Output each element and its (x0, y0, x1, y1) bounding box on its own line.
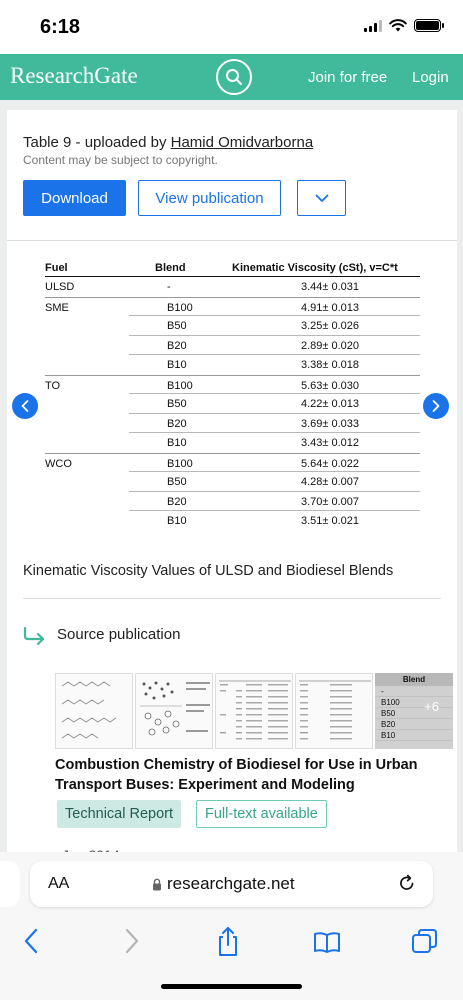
share-icon (214, 926, 242, 958)
join-link[interactable]: Join for free (308, 69, 388, 86)
table-cell-fuel: WCO (45, 457, 72, 470)
wifi-icon (389, 19, 407, 32)
table-row (45, 355, 420, 375)
table-cell-blend: B20 (167, 495, 187, 508)
table-cell-viscosity: 3.43± 0.012 (301, 437, 360, 449)
status-icons (364, 19, 441, 32)
table-cell-blend: B100 (167, 457, 193, 470)
fulltext-available-tag[interactable]: Full-text available (196, 800, 327, 828)
table-cell-viscosity: 4.91± 0.013 (301, 301, 360, 314)
figure-thumbnail[interactable] (215, 673, 293, 749)
figure-title (23, 134, 313, 151)
search-icon (225, 68, 243, 86)
browser-address-bar (0, 852, 463, 918)
tabs-button[interactable] (410, 926, 440, 961)
table-row (45, 394, 420, 414)
table-cell-blend: B10 (167, 515, 187, 527)
viscosity-table (45, 260, 420, 531)
reader-options-button[interactable]: AA (48, 875, 70, 892)
table-row (45, 453, 420, 473)
table-cell-blend: - (167, 281, 171, 293)
table-row (45, 492, 420, 512)
bookmarks-icon (312, 926, 342, 956)
author-link[interactable]: Hamid Omidvarborna (170, 134, 314, 151)
table-body (45, 277, 420, 531)
figure-thumbnail[interactable] (135, 673, 213, 749)
table-cell-viscosity: 3.44± 0.031 (301, 281, 360, 293)
page-content (0, 100, 463, 852)
table-thumbnail-image (296, 674, 374, 750)
table-cell-viscosity: 3.25± 0.026 (301, 320, 360, 332)
battery-icon (414, 19, 441, 32)
back-button[interactable] (22, 926, 42, 961)
table-row (45, 336, 420, 356)
browser-toolbar (0, 918, 463, 1000)
publication-title[interactable]: Combustion Chemistry of Biodiesel for Use in Urban Transport Buses: Experiment and Modeling (55, 757, 418, 793)
table-cell-blend: B100 (167, 379, 193, 392)
more-figures-count: +6 (424, 699, 439, 714)
previous-tab-preview[interactable] (0, 861, 20, 907)
table-cell-viscosity: 5.64± 0.022 (301, 457, 360, 470)
figure-thumbnails (55, 673, 453, 749)
chevron-right-icon (432, 400, 440, 412)
view-publication-button[interactable]: View publication (138, 180, 281, 216)
divider (7, 240, 457, 241)
table-cell-blend: B20 (167, 339, 187, 352)
table-cell-blend: B50 (167, 398, 187, 410)
table-cell-blend: B100 (167, 301, 193, 314)
divider (23, 598, 441, 599)
table-header-blend: Blend (155, 262, 186, 274)
table-cell-viscosity: 5.63± 0.030 (301, 379, 360, 392)
table-cell-blend: B10 (167, 359, 187, 371)
copyright-notice: Content may be subject to copyright. (23, 153, 218, 167)
login-link[interactable]: Login (412, 69, 449, 86)
forward-button[interactable] (121, 926, 141, 961)
table-header (45, 260, 420, 277)
source-publication-label: Source publication (57, 626, 181, 643)
site-header (0, 54, 463, 100)
forward-icon (121, 926, 141, 956)
lock-icon (152, 878, 162, 891)
table-row (45, 375, 420, 395)
thumbnail-header: Blend (375, 673, 453, 686)
return-arrow-icon (23, 627, 47, 643)
table-header-fuel: Fuel (45, 262, 68, 274)
source-publication-heading (23, 626, 180, 643)
thumbnail-row: B20 (375, 719, 453, 730)
table-row (45, 297, 420, 317)
publication-type-tag: Technical Report (57, 800, 181, 828)
status-time: 6:18 (40, 16, 81, 38)
reload-icon (397, 873, 417, 893)
table-cell-blend: B20 (167, 417, 187, 430)
table-cell-viscosity: 4.28± 0.007 (301, 476, 360, 488)
combustion-diagram-image (136, 674, 214, 750)
home-indicator (161, 984, 302, 989)
thumbnail-row: - (375, 686, 453, 697)
reload-button[interactable] (397, 873, 417, 898)
table-cell-fuel: ULSD (45, 281, 75, 293)
table-row (45, 277, 420, 297)
previous-figure-button[interactable] (12, 393, 38, 419)
table-cell-viscosity: 3.38± 0.018 (301, 359, 360, 371)
table-cell-blend: B50 (167, 320, 187, 332)
table-row (45, 414, 420, 434)
cellular-signal-icon (364, 19, 382, 32)
figure-thumbnail[interactable] (55, 673, 133, 749)
chevron-left-icon (21, 400, 29, 412)
figure-title-prefix: Table 9 - uploaded by (23, 134, 171, 151)
table-cell-fuel: TO (45, 379, 61, 392)
table-header-viscosity: Kinematic Viscosity (cSt), v=C*t (232, 262, 398, 274)
url-display[interactable] (152, 874, 295, 894)
thumbnail-row: B10 (375, 730, 453, 741)
share-button[interactable] (214, 926, 242, 963)
table-row (45, 472, 420, 492)
table-cell-viscosity: 4.22± 0.013 (301, 398, 360, 410)
table-cell-blend: B10 (167, 437, 187, 449)
site-logo[interactable]: ResearchGate (10, 63, 138, 88)
table-row (45, 316, 420, 336)
table-row (45, 511, 420, 531)
more-figures-thumbnail[interactable] (375, 673, 453, 749)
figure-caption: Kinematic Viscosity Values of ULSD and Biodiesel Blends (23, 563, 394, 579)
chemical-structure-image (56, 674, 134, 750)
figure-card (7, 110, 457, 870)
table-row (45, 433, 420, 453)
table-cell-viscosity: 3.69± 0.033 (301, 417, 360, 430)
table-cell-viscosity: 2.89± 0.020 (301, 339, 360, 352)
url-field[interactable] (30, 861, 433, 907)
table-thumbnail-image (216, 674, 294, 750)
status-bar (0, 0, 463, 54)
table-cell-viscosity: 3.70± 0.007 (301, 495, 360, 508)
tabs-icon (410, 926, 440, 956)
chevron-down-icon (315, 194, 329, 203)
thumbnail-row: B50 (375, 708, 453, 719)
next-figure-button[interactable] (423, 393, 449, 419)
bookmarks-button[interactable] (312, 926, 342, 961)
url-text: researchgate.net (167, 874, 295, 893)
table-cell-blend: B50 (167, 476, 187, 488)
search-button[interactable] (216, 59, 252, 95)
table-cell-viscosity: 3.51± 0.021 (301, 515, 360, 527)
table-cell-fuel: SME (45, 301, 69, 314)
back-icon (22, 926, 42, 956)
download-button[interactable]: Download (23, 180, 126, 216)
thumbnail-row: B100 (375, 697, 453, 708)
more-options-button[interactable] (297, 180, 346, 216)
figure-thumbnail[interactable] (295, 673, 373, 749)
